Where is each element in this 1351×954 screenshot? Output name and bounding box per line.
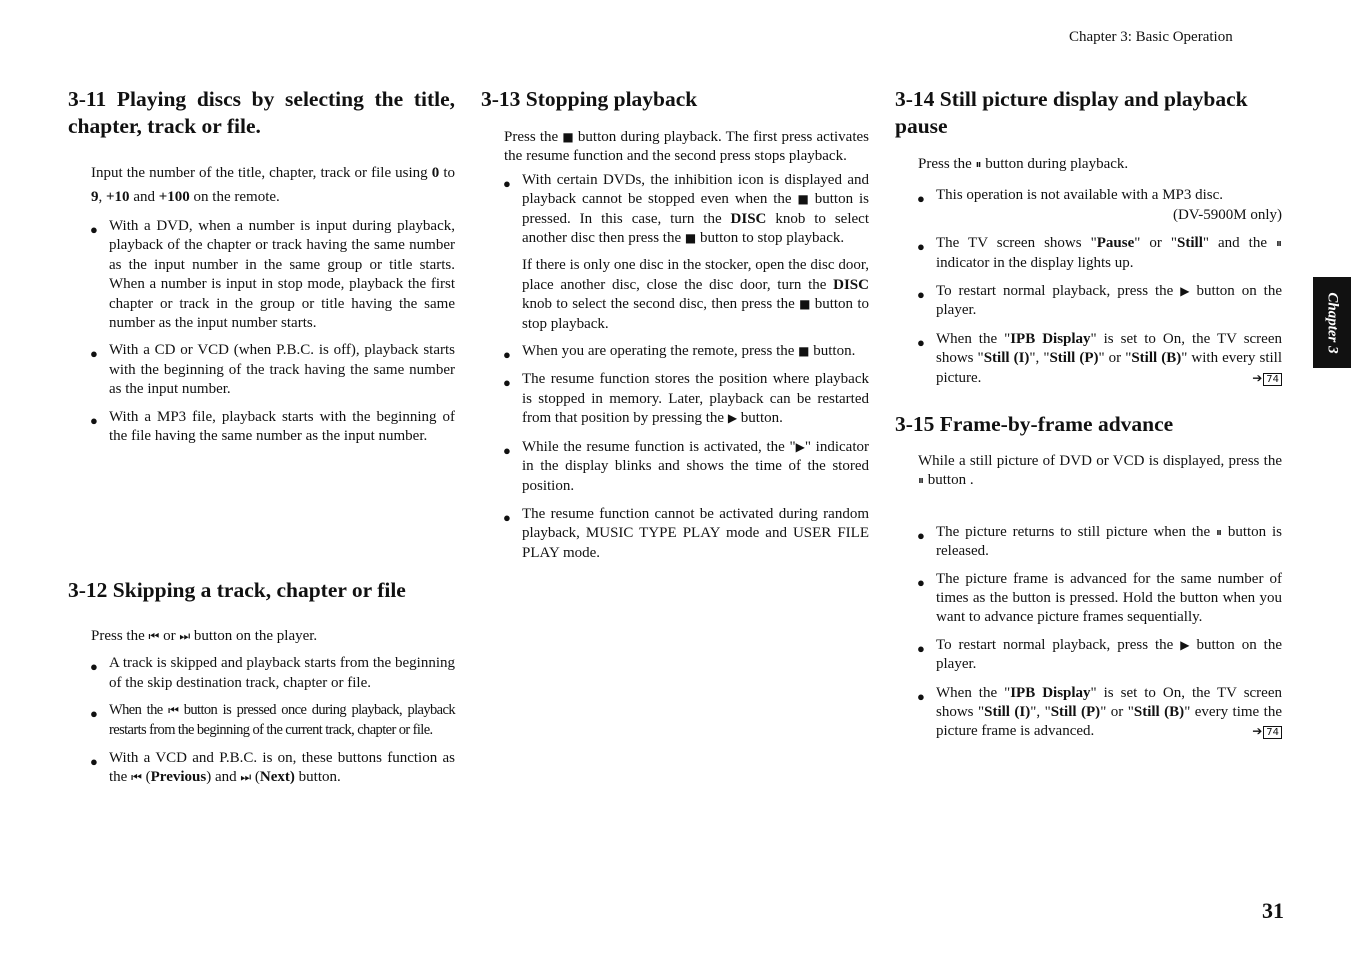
running-header: Chapter 3: Basic Operation [1069, 29, 1233, 45]
list-item: ● When the "IPB Display" is set to On, the TV screen shows "Still (I)", "Still (P)" or "Still (B)" with every still picture. ➔ 74 [895, 330, 1282, 388]
skip-next-icon: ⏭ [240, 770, 252, 785]
list-item: ● When the ⏮ button is pressed once during playback, playback restarts from the beginning of the current track, chapter or file. [90, 702, 456, 738]
play-icon: ▶ [1180, 284, 1190, 299]
play-icon: ▶ [727, 411, 738, 426]
bullet-icon: ● [503, 442, 511, 458]
stop-icon: ■ [799, 297, 811, 312]
list-item: ● The resume function stores the position where playback is stopped in memory. Later, playback can be restarted from that position by pressing the ▶ button. [481, 370, 869, 428]
column-middle [481, 86, 869, 563]
stop-icon: ■ [798, 344, 810, 359]
pause-icon: ⏸ [1276, 236, 1283, 251]
bullet-icon: ● [917, 688, 925, 704]
chapter-tab-label: Chapter 3 [1324, 291, 1341, 354]
list-item: ● The TV screen shows "Pause" or "Still" and the ⏸ indicator in the display lights up. [917, 235, 1283, 271]
section-3-15-intro: While a still picture of DVD or VCD is displayed, press the ⏸ button . [918, 452, 1282, 491]
list-item: ● The picture frame is advanced for the same number of times as the button is pressed. Hold the button when you want to advance picture frames sequentially. [917, 570, 1282, 626]
list-item: ● The resume function cannot be activated during random playback, MUSIC TYPE PLAY mode and USER FILE PLAY mode. [503, 505, 869, 561]
column-left [68, 86, 456, 786]
list-item: ● To restart normal playback, press the ▶ button on the player. [917, 283, 1282, 319]
pause-icon: ⏸ [918, 473, 925, 488]
list-item: ● A track is skipped and playback starts from the beginning of the skip destination track, chapter or file. [90, 655, 455, 691]
list-item: ● The picture returns to still picture when the ⏸ button is released. [917, 523, 1282, 560]
skip-previous-icon: ⏮ [148, 629, 160, 643]
list-item: ● When the "IPB Display" is set to On, the TV screen shows "Still (I)", "Still (P)" or "Still (B)" every time the picture frame is advanced. ➔ 74 [895, 684, 1282, 742]
bullet-icon: ● [503, 375, 511, 391]
list-item: ● With a MP3 file, playback starts with the beginning of the file having the same number as the input number. [90, 408, 455, 445]
bullet-icon: ● [503, 347, 511, 363]
bullet-icon: ● [917, 574, 925, 590]
section-3-15-title: 3-15 Frame-by-frame advance [895, 412, 1174, 436]
bullet-icon: ● [503, 509, 511, 525]
section-3-12-intro: Press the ⏮ or ⏭ button on the player. [91, 627, 455, 646]
bullet-icon: ● [90, 346, 98, 362]
section-3-11-title: 3-11 Playing discs by selecting the title, chapter, track or file. [68, 87, 455, 138]
bullet-icon: ● [90, 412, 98, 428]
bullet-icon: ● [90, 754, 98, 770]
list-item: ● With a DVD, when a number is input during playback, playback of the chapter or track having the same number as the input number in the same group or title starts. When a number is input in stop mode, playback the first chapter or track in the group or title having the same number as the input number starts. [90, 218, 455, 332]
bullet-icon: ● [917, 527, 925, 543]
chapter-tab[interactable] [1313, 277, 1351, 368]
bullet-icon: ● [917, 191, 925, 207]
list-item: ● To restart normal playback, press the ▶ button on the player. [917, 636, 1282, 673]
bullet-icon: ● [90, 222, 98, 237]
list-item: ● With certain DVDs, the inhibition icon is displayed and playback cannot be stopped even when the ■ button is pressed. In this case, turn the DISC knob to select another disc then press the ■ button to stop playback. If there is only one disc in the stocker, open the disc door, place another disc, close the disc door, turn the DISC knob to select the second disc, then press the ■ button to stop playback. [503, 171, 869, 332]
section-3-14-intro: Press the ⏸ button during playback. [918, 155, 1282, 174]
skip-next-icon: ⏭ [179, 629, 191, 643]
bullet-icon: ● [917, 334, 925, 350]
section-3-14-title: 3-14 Still picture display and playback pause [895, 87, 1248, 138]
book-reference-icon[interactable]: ➔ 74 [1252, 369, 1282, 389]
book-reference-icon[interactable]: ➔ 74 [1252, 722, 1282, 742]
pause-icon: ⏸ [975, 157, 982, 171]
bullet-icon: ● [90, 659, 98, 675]
section-3-12-title: 3-12 Skipping a track, chapter or file [68, 578, 406, 602]
section-3-13-title: 3-13 Stopping playback [481, 87, 698, 111]
bullet-icon: ● [90, 706, 98, 722]
bullet-icon: ● [917, 287, 925, 303]
bullet-icon: ● [503, 175, 511, 191]
stop-icon: ■ [797, 192, 809, 207]
section-3-11-intro: Input the number of the title, chapter, track or file using 0 to 9, +10 and +100 on the remote. [91, 165, 455, 205]
section-3-13-intro: Press the ■ button during playback. The first press activates the resume function and the second press stops playback. [504, 129, 869, 165]
stop-icon: ■ [562, 130, 574, 144]
list-item: ● This operation is not available with a MP3 disc. (DV-5900M only) [895, 186, 1282, 225]
list-item: ● While the resume function is activated, the "▶" indicator in the display blinks and shows the time of the stored position. [503, 438, 869, 494]
list-item: ● When you are operating the remote, press the ■ button. [481, 342, 869, 361]
bullet-icon: ● [917, 239, 925, 255]
skip-previous-icon: ⏮ [131, 770, 142, 785]
play-icon: ▶ [795, 439, 805, 454]
pause-icon: ⏸ [1215, 524, 1222, 539]
list-item: ● With a CD or VCD (when P.B.C. is off), playback starts with the beginning of the track having the same number as the input number. [90, 342, 455, 398]
play-icon: ▶ [1180, 637, 1190, 652]
page-number: 31 [1262, 898, 1284, 923]
skip-previous-icon: ⏮ [168, 703, 179, 718]
model-note: (DV-5900M only) [1172, 206, 1282, 223]
stop-icon: ■ [684, 231, 697, 246]
column-right [895, 86, 1283, 740]
list-item: ● With a VCD and P.B.C. is on, these buttons function as the ⏮ (Previous) and ⏭ (Next) button. [68, 749, 455, 788]
bullet-icon: ● [917, 640, 925, 656]
